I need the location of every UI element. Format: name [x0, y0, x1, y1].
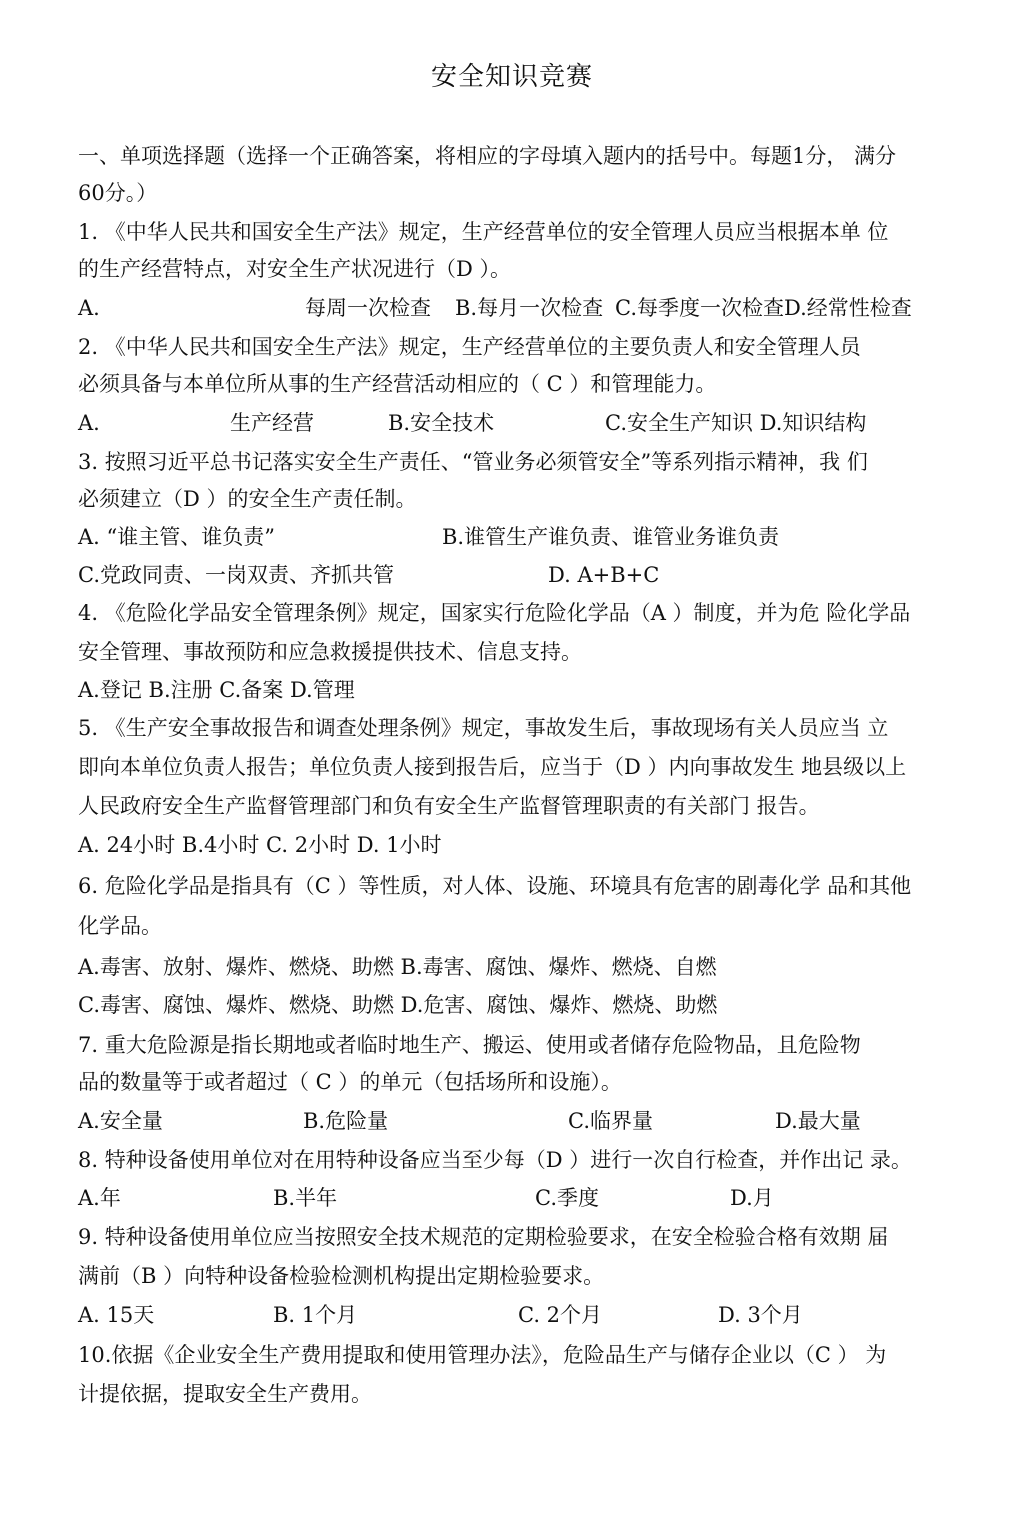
- question-2-line-1: 2. 《中华人民共和国安全生产法》规定，生产经营单位的主要负责人和安全管理人员: [78, 335, 861, 359]
- question-5-options: A. 24小时 B.4小时 C. 2小时 D. 1小时: [78, 833, 442, 857]
- question-8-line-1: 8. 特种设备使用单位对在用特种设备应当至少每（D ）进行一次自行检查，并作出记 录。: [78, 1148, 912, 1172]
- option-b: B. 1个月: [273, 1303, 358, 1327]
- question-3-line-1: 3. 按照习近平总书记落实安全生产责任、“管业务必须管安全”等系列指示精神，我 们: [78, 450, 868, 474]
- option-c: C.季度: [535, 1186, 599, 1210]
- option-b: B.危险量: [303, 1109, 389, 1133]
- question-5-line-3: 人民政府安全生产监督管理部门和负有安全生产监督管理职责的有关部门 报告。: [78, 794, 820, 818]
- question-1-options: [78, 294, 958, 322]
- question-9-options: [78, 1301, 958, 1329]
- option-c: C.党政同责、一岗双责、齐抓共管: [78, 563, 394, 587]
- question-3-line-2: 必须建立（D ）的安全生产责任制。: [78, 487, 417, 511]
- option-a: A.: [78, 296, 100, 320]
- question-5-line-1: 5. 《生产安全事故报告和调查处理条例》规定，事故发生后，事故现场有关人员应当 立: [78, 716, 889, 740]
- question-5-line-2: 即向本单位负责人报告；单位负责人接到报告后，应当于（D ）内向事故发生 地县级以上: [78, 755, 907, 779]
- question-10-line-1: 10.依据《企业安全生产费用提取和使用管理办法》，危险品生产与储存企业以（C ） 为: [78, 1343, 887, 1367]
- option-c-d: C.每季度一次检查D.经常性检查: [615, 296, 912, 320]
- question-6-options-row-2: C.毒害、腐蚀、爆炸、燃烧、助燃 D.危害、腐蚀、爆炸、燃烧、助燃: [78, 993, 718, 1017]
- option-a-text: 每周一次检查: [305, 296, 431, 320]
- option-d: D. A+B+C: [548, 563, 660, 587]
- question-6-line-1: 6. 危险化学品是指具有（C ）等性质，对人体、设施、环境具有危害的剧毒化学 品和其他: [78, 874, 912, 898]
- option-a-text: 生产经营: [230, 411, 314, 435]
- question-6-options-row-1: A.毒害、放射、爆炸、燃烧、助燃 B.毒害、腐蚀、爆炸、燃烧、自燃: [78, 955, 717, 979]
- question-7-options: [78, 1107, 958, 1135]
- question-7-line-1: 7. 重大危险源是指长期地或者临时地生产、搬运、使用或者储存危险物品，且危险物: [78, 1033, 861, 1057]
- question-4-options: A.登记 B.注册 C.备案 D.管理: [78, 678, 355, 702]
- section-heading: 一、单项选择题（选择一个正确答案，将相应的字母填入题内的括号中。每题1分， 满分: [78, 144, 897, 168]
- question-9-line-1: 9. 特种设备使用单位应当按照安全技术规范的定期检验要求，在安全检验合格有效期 届: [78, 1225, 889, 1249]
- option-a: A. “谁主管、谁负责”: [78, 525, 275, 549]
- option-b: B.每月一次检查: [455, 296, 604, 320]
- page-title: 安全知识竞赛: [430, 62, 593, 92]
- question-10-line-2: 计提依据，提取安全生产费用。: [78, 1382, 372, 1406]
- question-6-line-2: 化学品。: [78, 914, 162, 938]
- question-4-line-1: 4. 《危险化学品安全管理条例》规定，国家实行危险化学品（A ）制度，并为危 险化学品: [78, 601, 911, 625]
- option-a: A.: [78, 411, 100, 435]
- section-heading-cont: 60分。）: [78, 181, 158, 205]
- option-c-d: C.安全生产知识 D.知识结构: [605, 411, 867, 435]
- option-d: D. 3个月: [718, 1303, 803, 1327]
- option-a: A.年: [78, 1186, 121, 1210]
- question-7-line-2: 品的数量等于或者超过（ C ）的单元（包括场所和设施）。: [78, 1070, 622, 1094]
- question-9-line-2: 满前（B ）向特种设备检验检测机构提出定期检验要求。: [78, 1264, 605, 1288]
- option-b: B.半年: [273, 1186, 338, 1210]
- option-c: C. 2个月: [518, 1303, 603, 1327]
- question-3-options-row-2: [78, 561, 958, 589]
- option-a: A. 15天: [78, 1303, 155, 1327]
- option-d: D.最大量: [775, 1109, 861, 1133]
- question-4-line-2: 安全管理、事故预防和应急救援提供技术、信息支持。: [78, 640, 582, 664]
- option-b: B.安全技术: [388, 411, 495, 435]
- option-d: D.月: [730, 1186, 774, 1210]
- question-1-line-1: 1. 《中华人民共和国安全生产法》规定，生产经营单位的安全管理人员应当根据本单 位: [78, 220, 889, 244]
- option-b: B.谁管生产谁负责、谁管业务谁负责: [442, 525, 780, 549]
- question-8-options: [78, 1184, 958, 1212]
- question-3-options-row-1: [78, 523, 958, 551]
- question-2-line-2: 必须具备与本单位所从事的生产经营活动相应的（ C ）和管理能力。: [78, 372, 717, 396]
- option-a: A.安全量: [78, 1109, 163, 1133]
- question-2-options: [78, 409, 958, 437]
- question-1-line-2: 的生产经营特点，对安全生产状况进行（D ）。: [78, 257, 512, 281]
- option-c: C.临界量: [568, 1109, 653, 1133]
